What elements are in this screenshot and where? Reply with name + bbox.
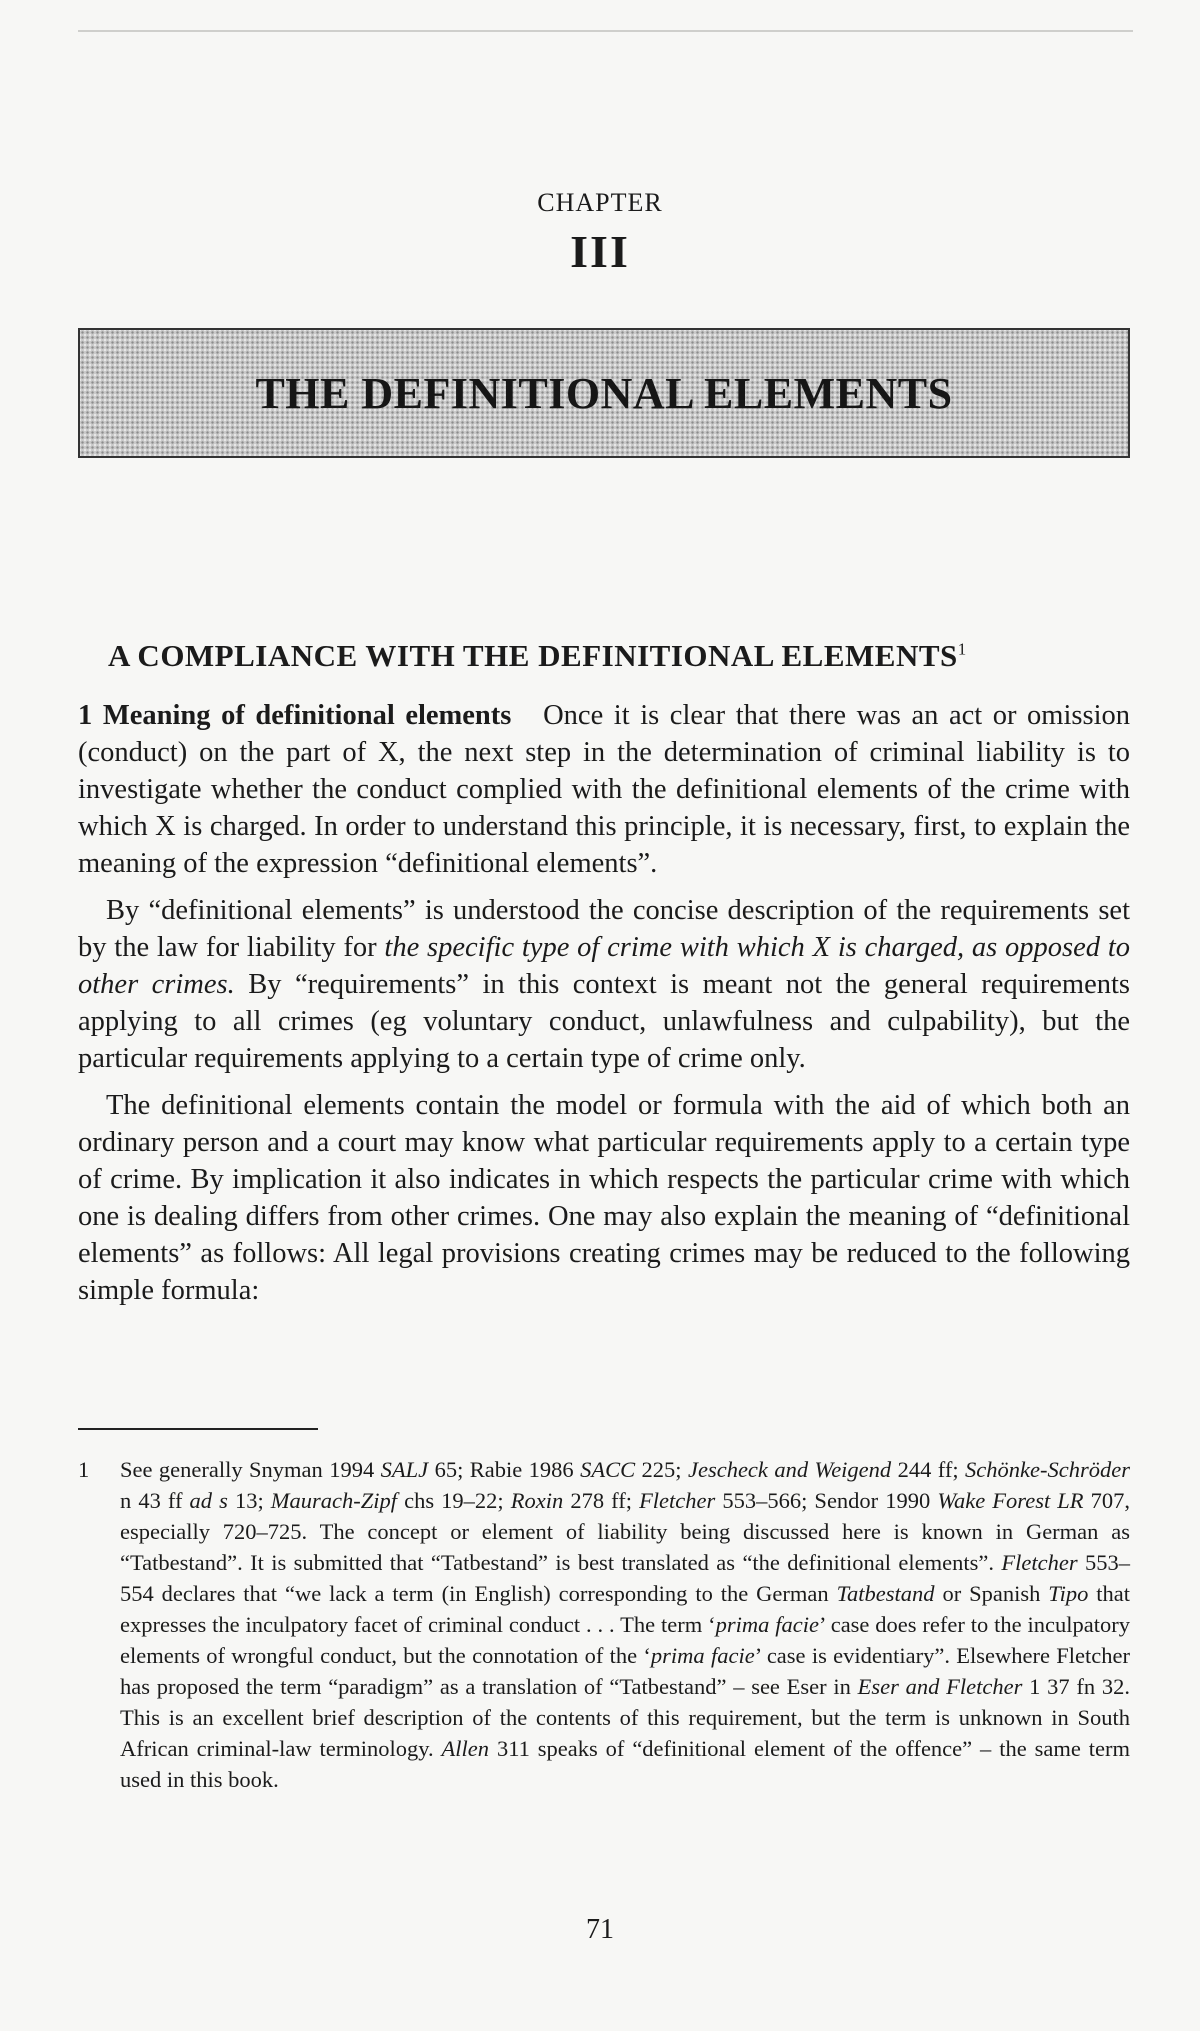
- paragraph-3: [78, 1087, 1130, 1309]
- show-through-rule: [78, 30, 1133, 32]
- paragraph-1-text: Once it is clear that there was an act or omission (conduct) on the part of X, the next step in the determination of criminal liability is to investigate whether the conduct complied with the definitional elements of the crime with which X is charged. In order to understand this principle, it is necessary, first, to explain the meaning of the expression “definitional elements”.: [78, 700, 1130, 879]
- paragraph-2-text-a: By “definitional elements” is understood the concise description of the requirements set by the law for liability for: [78, 895, 1130, 963]
- footnote-text: See generally Snyman 1994 SALJ 65; Rabie 1986 SACC 225; Jescheck and Weigend 244 ff; Schönke-Schröder n 43 ff ad s 13; Maurach-Zipf chs 19–22; Roxin 278 ff; Fletcher 553–566; Sendor 1990 Wake Forest LR 707, especially 720–725. The concept or element of liability being discussed here is known in German as “Tatbestand”. It is submitted that “Tatbestand” is best translated as “the definitional elements”. Fletcher 553–554 declares that “we lack a term (in English) corresponding to the German Tatbestand or Spanish Tipo that expresses the inculpatory facet of criminal conduct . . . The term ‘prima facie’ case does refer to the inculpatory elements of wrongful conduct, but the connotation of the ‘prima facie’ case is evidentiary”. Elsewhere Fletcher has proposed the term “paradigm” as a translation of “Tatbestand” – see Eser in Eser and Fletcher 1 37 fn 32. This is an excellent brief description of the contents of this requirement, but the term is unknown in South African criminal-law terminology. Allen 311 speaks of “definitional element of the offence” – the same term used in this book.: [120, 1457, 1131, 1792]
- paragraph-3-text: The definitional elements contain the model or formula with the aid of which both an ordinary person and a court may know what particular requirements apply to a certain type of crime. By implication it also indicates in which respects the particular crime with which one is dealing differs from other crimes. One may also explain the meaning of “definitional elements” as follows: All legal provisions creating crimes may be reduced to the following simple formula:: [78, 1090, 1130, 1306]
- footnote-ref: 1: [957, 639, 967, 659]
- paragraph-1: [78, 697, 1130, 882]
- paragraph-1-heading: 1 Meaning of definitional elements: [78, 700, 512, 731]
- chapter-title-band: [78, 328, 1130, 458]
- section-heading-text: A COMPLIANCE WITH THE DEFINITIONAL ELEMENTS: [108, 638, 958, 673]
- paragraph-2: [78, 892, 1130, 1077]
- body-text: [78, 697, 1130, 1319]
- chapter-label: CHAPTER: [537, 188, 663, 217]
- footnote-number: 1: [78, 1457, 90, 1482]
- page-number: 71: [586, 1914, 614, 1945]
- paragraph-2-text-b: By “requirements” in this context is meant not the general requirements applying to all crimes (eg voluntary conduct, unlawfulness and culpability), but the particular requirements applying to a certain type of crime only.: [78, 969, 1131, 1074]
- footnote: [78, 1454, 1130, 1795]
- section-heading: [108, 638, 1138, 674]
- chapter-title: THE DEFINITIONAL ELEMENTS: [255, 368, 953, 418]
- footnote-rule: [78, 1428, 318, 1430]
- paragraph-2-emphasis: the specific type of crime with which X is charged, as opposed to other crimes.: [78, 932, 1131, 1000]
- chapter-number: III: [570, 226, 630, 277]
